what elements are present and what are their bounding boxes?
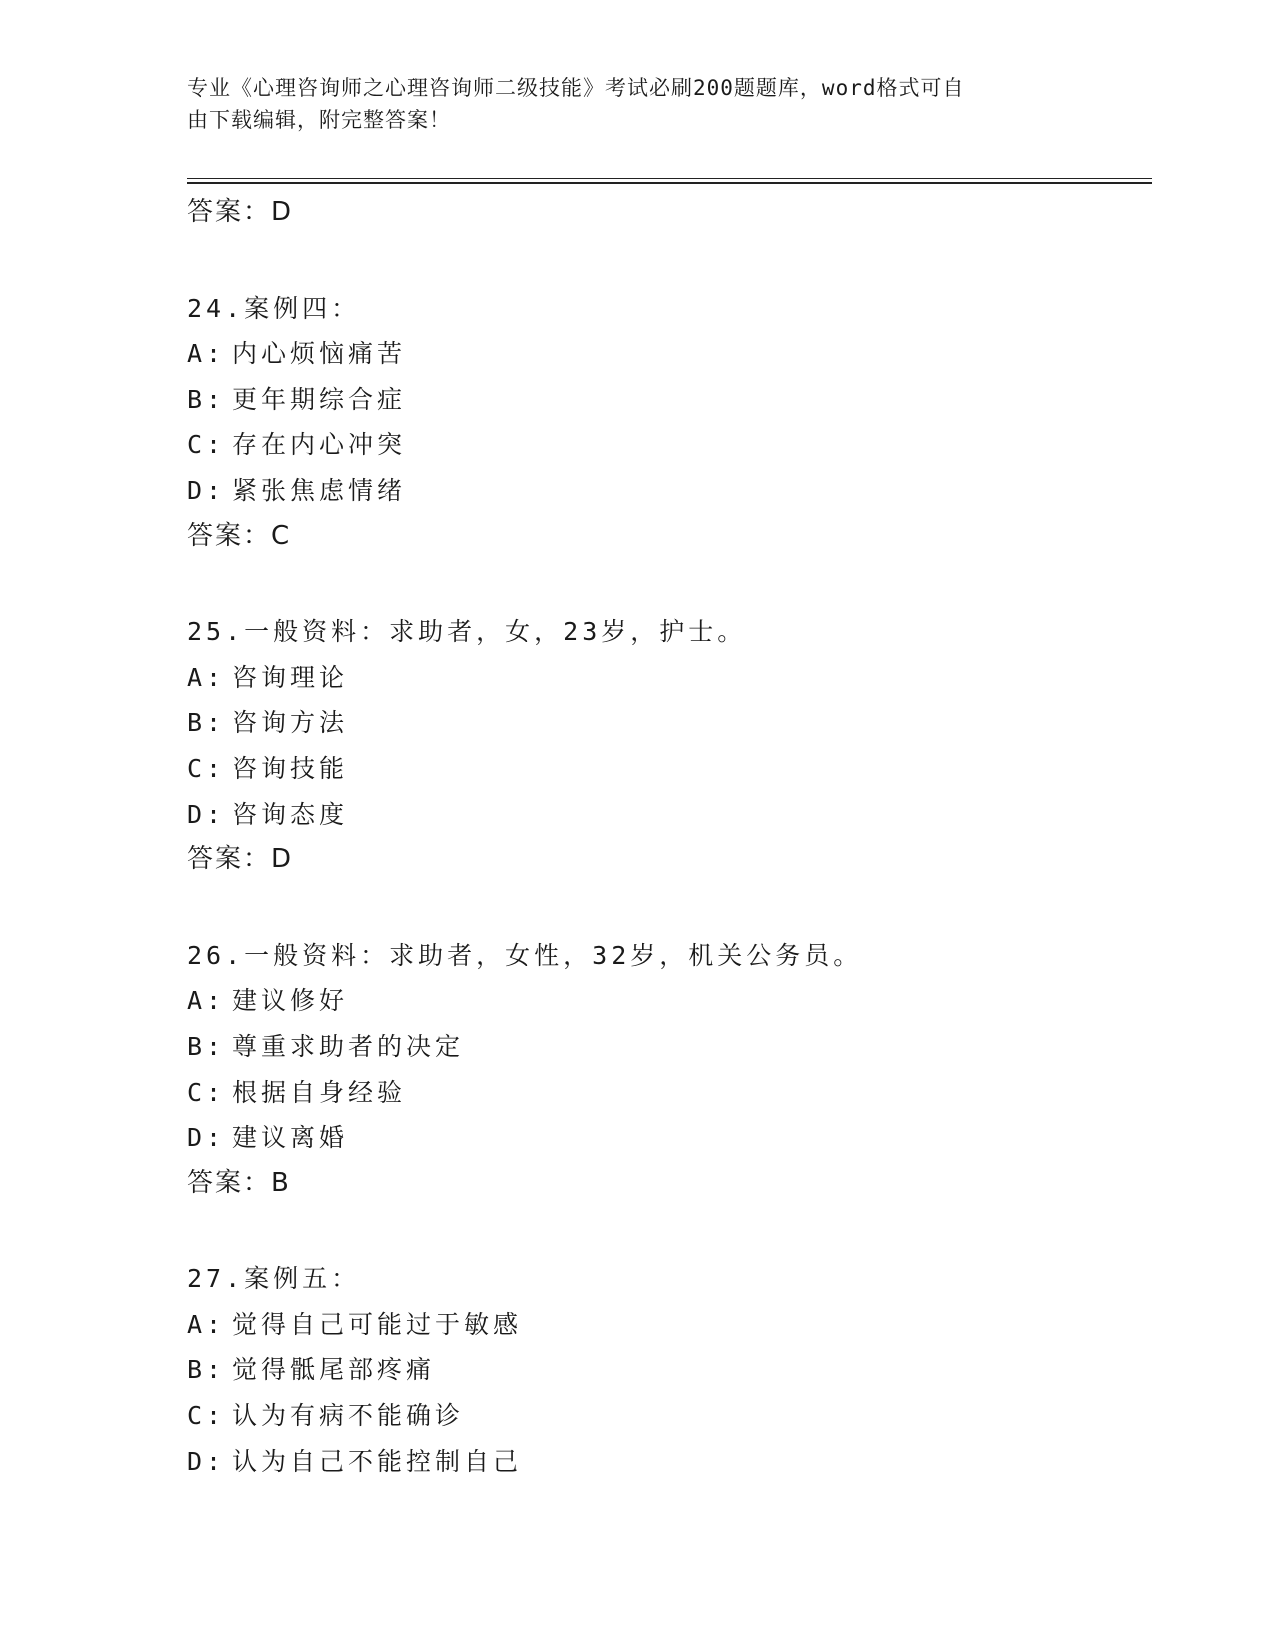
option-text: 咨询理论	[232, 662, 349, 692]
option-letter: C:	[187, 1077, 226, 1107]
header-line-1: 专业《心理咨询师之心理咨询师二级技能》考试必刷200题题库，word格式可自	[187, 76, 965, 100]
option-text: 尊重求助者的决定	[232, 1031, 465, 1061]
option-b	[187, 700, 1152, 746]
option-text: 存在内心冲突	[232, 430, 407, 460]
spacer	[187, 236, 1152, 286]
question-list	[187, 190, 1152, 1484]
option-letter: C:	[187, 753, 226, 783]
header-line-2: 由下载编辑，附完整答案！	[187, 108, 451, 132]
option-a	[187, 655, 1152, 701]
option-b	[187, 377, 1152, 423]
option-c	[187, 1070, 1152, 1116]
option-letter: D:	[187, 799, 226, 829]
question-stem: 26.一般资料：求助者，女性，32岁，机关公务员。	[187, 940, 863, 970]
option-letter: B:	[187, 1031, 226, 1061]
option-letter: A:	[187, 662, 226, 692]
question-27	[187, 1256, 1152, 1484]
option-d	[187, 792, 1152, 838]
option-text: 建议修好	[232, 986, 349, 1016]
option-text: 咨询态度	[232, 799, 349, 829]
previous-answer: 答案：D	[187, 197, 294, 227]
option-a	[187, 331, 1152, 377]
option-a	[187, 1302, 1152, 1348]
option-b	[187, 1024, 1152, 1070]
spacer	[187, 1206, 1152, 1256]
spacer	[187, 559, 1152, 609]
option-text: 咨询技能	[232, 753, 349, 783]
option-text: 根据自身经验	[232, 1077, 407, 1107]
answer-line: 答案：B	[187, 1167, 291, 1198]
option-letter: C:	[187, 430, 226, 460]
answer-line: 答案：C	[187, 520, 292, 551]
option-b	[187, 1347, 1152, 1393]
option-letter: C:	[187, 1401, 226, 1431]
spacer	[187, 883, 1152, 933]
option-text: 更年期综合症	[232, 384, 407, 414]
option-d	[187, 468, 1152, 514]
option-letter: B:	[187, 1355, 226, 1385]
option-c	[187, 1393, 1152, 1439]
option-letter: A:	[187, 986, 226, 1016]
option-text: 觉得自己可能过于敏感	[232, 1309, 523, 1339]
option-text: 内心烦恼痛苦	[232, 339, 407, 369]
option-d	[187, 1439, 1152, 1485]
option-a	[187, 978, 1152, 1024]
option-letter: B:	[187, 708, 226, 738]
option-text: 紧张焦虑情绪	[232, 475, 407, 505]
option-d	[187, 1115, 1152, 1161]
option-text: 建议离婚	[232, 1123, 349, 1153]
option-letter: D:	[187, 1446, 226, 1476]
option-letter: D:	[187, 475, 226, 505]
option-letter: A:	[187, 339, 226, 369]
question-24	[187, 286, 1152, 560]
question-stem: 24.案例四：	[187, 293, 361, 323]
question-stem: 25.一般资料：求助者，女，23岁，护士。	[187, 617, 747, 647]
option-text: 咨询方法	[232, 708, 349, 738]
question-stem: 27.案例五：	[187, 1264, 361, 1294]
option-letter: D:	[187, 1123, 226, 1153]
answer-line: 答案：D	[187, 844, 294, 875]
option-letter: B:	[187, 384, 226, 414]
document-header	[187, 72, 1077, 136]
option-text: 认为有病不能确诊	[232, 1401, 465, 1431]
question-26	[187, 933, 1152, 1207]
question-25	[187, 609, 1152, 883]
option-letter: A:	[187, 1309, 226, 1339]
option-text: 认为自己不能控制自己	[232, 1446, 523, 1476]
option-text: 觉得骶尾部疼痛	[232, 1355, 436, 1385]
header-rule-thick	[187, 182, 1152, 184]
header-rule-thin	[187, 178, 1152, 179]
option-c	[187, 746, 1152, 792]
option-c	[187, 422, 1152, 468]
